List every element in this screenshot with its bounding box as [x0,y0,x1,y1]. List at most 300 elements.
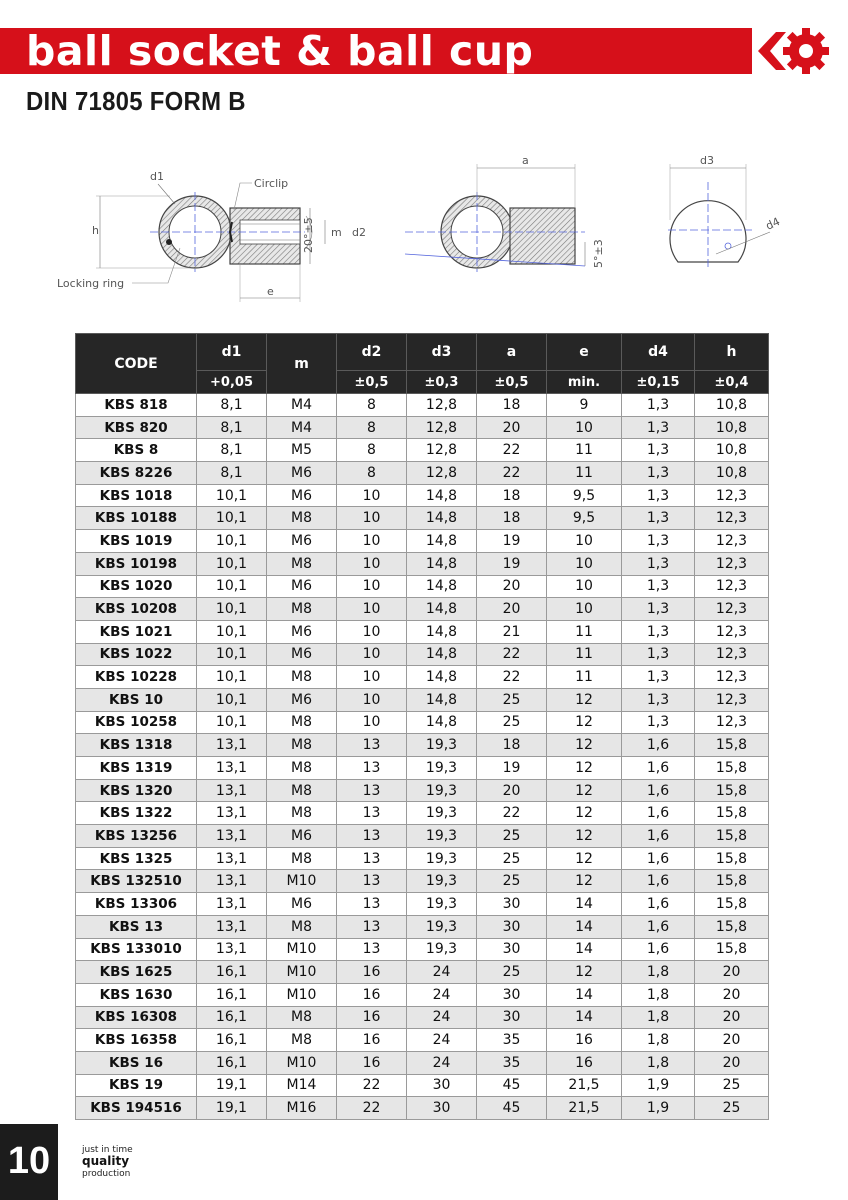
cell-d4: 1,3 [622,688,695,711]
cell-m: M8 [267,847,337,870]
cell-a: 22 [477,802,547,825]
cell-a: 25 [477,961,547,984]
cell-h: 12,3 [695,530,769,553]
cell-h: 12,3 [695,688,769,711]
cell-d3: 30 [407,1074,477,1097]
cell-d3: 14,8 [407,530,477,553]
cell-a: 30 [477,938,547,961]
cell-d1: 10,1 [197,552,267,575]
cell-d3: 12,8 [407,416,477,439]
cell-a: 20 [477,416,547,439]
cell-a: 22 [477,643,547,666]
cell-d2: 13 [337,779,407,802]
cell-d3: 19,3 [407,938,477,961]
cell-d1: 10,1 [197,598,267,621]
cell-d2: 16 [337,961,407,984]
table-row [76,961,769,984]
cell-d3: 24 [407,1029,477,1052]
cell-a: 35 [477,1029,547,1052]
cell-m: M8 [267,552,337,575]
cell-h: 20 [695,1051,769,1074]
cell-d3: 30 [407,1097,477,1120]
cell-a: 19 [477,757,547,780]
cell-d3: 12,8 [407,462,477,485]
cell-h: 12,3 [695,575,769,598]
cell-code: KBS 1018 [76,484,197,507]
technical-drawings [40,150,830,320]
label-a: a [522,154,529,167]
cell-d1: 8,1 [197,462,267,485]
cell-h: 12,3 [695,484,769,507]
cell-d2: 13 [337,802,407,825]
cell-d3: 14,8 [407,666,477,689]
cell-d1: 19,1 [197,1074,267,1097]
cell-m: M8 [267,666,337,689]
table-row [76,666,769,689]
cell-m: M6 [267,620,337,643]
cell-code: KBS 1625 [76,961,197,984]
cell-d3: 19,3 [407,757,477,780]
cell-e: 10 [547,598,622,621]
cell-d2: 10 [337,530,407,553]
cell-m: M8 [267,711,337,734]
label-h: h [92,224,99,237]
cell-e: 11 [547,666,622,689]
tagline-production: production [82,1169,131,1179]
cell-m: M8 [267,802,337,825]
cell-d2: 8 [337,439,407,462]
cell-a: 45 [477,1074,547,1097]
cell-d2: 8 [337,416,407,439]
cell-e: 21,5 [547,1097,622,1120]
cell-d4: 1,3 [622,666,695,689]
page-title: ball socket & ball cup [26,27,534,75]
cell-e: 12 [547,847,622,870]
table-row [76,439,769,462]
cell-h: 20 [695,1006,769,1029]
cell-h: 12,3 [695,666,769,689]
cell-m: M8 [267,915,337,938]
table-body [76,394,769,1120]
cell-a: 19 [477,552,547,575]
cell-h: 15,8 [695,893,769,916]
cell-d4: 1,3 [622,711,695,734]
cell-h: 10,8 [695,439,769,462]
cell-d4: 1,8 [622,983,695,1006]
header-h: h [695,334,769,371]
label-d4: d4 [763,215,782,233]
cell-code: KBS 1630 [76,983,197,1006]
cell-m: M10 [267,1051,337,1074]
label-locking-ring: Locking ring [57,277,125,290]
label-angle2: 5°±3 [592,239,605,268]
cell-d4: 1,6 [622,847,695,870]
cell-a: 22 [477,462,547,485]
cell-code: KBS 1320 [76,779,197,802]
tolerance-d2: ±0,5 [337,371,407,394]
tolerance-e: min. [547,371,622,394]
label-d1: d1 [150,170,164,183]
label-circlip: Circlip [254,177,289,190]
cell-m: M16 [267,1097,337,1120]
cell-code: KBS 820 [76,416,197,439]
cell-h: 20 [695,983,769,1006]
table-row [76,847,769,870]
cell-d4: 1,6 [622,893,695,916]
cell-e: 10 [547,530,622,553]
label-d2: d2 [352,226,366,239]
cell-d2: 22 [337,1074,407,1097]
cell-d4: 1,8 [622,961,695,984]
cell-m: M6 [267,462,337,485]
cell-m: M10 [267,961,337,984]
cell-m: M5 [267,439,337,462]
cell-e: 9,5 [547,507,622,530]
cell-d3: 14,8 [407,552,477,575]
cell-d4: 1,3 [622,507,695,530]
cell-d4: 1,8 [622,1006,695,1029]
cell-d1: 13,1 [197,915,267,938]
table-row [76,1097,769,1120]
cell-d3: 14,8 [407,643,477,666]
cell-e: 12 [547,825,622,848]
cell-m: M6 [267,530,337,553]
cell-d3: 19,3 [407,847,477,870]
table-row [76,757,769,780]
cell-m: M8 [267,757,337,780]
cell-code: KBS 10258 [76,711,197,734]
cell-m: M6 [267,688,337,711]
cell-d2: 10 [337,688,407,711]
cell-d4: 1,6 [622,734,695,757]
cell-h: 25 [695,1097,769,1120]
cell-m: M10 [267,938,337,961]
cell-h: 12,3 [695,620,769,643]
tolerance-d4: ±0,15 [622,371,695,394]
cell-d1: 8,1 [197,416,267,439]
table-row [76,938,769,961]
cell-e: 12 [547,802,622,825]
cell-m: M8 [267,734,337,757]
cell-code: KBS 1319 [76,757,197,780]
cell-d3: 14,8 [407,484,477,507]
cell-code: KBS 16358 [76,1029,197,1052]
header-d2: d2 [337,334,407,371]
table-row [76,893,769,916]
label-m: m [331,226,342,239]
cell-h: 12,3 [695,552,769,575]
cell-d4: 1,6 [622,825,695,848]
table-row [76,598,769,621]
cell-d3: 14,8 [407,620,477,643]
cell-d3: 14,8 [407,711,477,734]
cell-d3: 19,3 [407,779,477,802]
cell-d1: 10,1 [197,484,267,507]
cell-d2: 22 [337,1097,407,1120]
cell-d1: 13,1 [197,734,267,757]
cell-h: 15,8 [695,915,769,938]
cell-d4: 1,6 [622,757,695,780]
table-row [76,825,769,848]
cell-d1: 10,1 [197,666,267,689]
cell-d4: 1,3 [622,598,695,621]
cell-m: M4 [267,416,337,439]
cell-a: 20 [477,779,547,802]
cell-e: 12 [547,734,622,757]
cell-h: 15,8 [695,870,769,893]
cell-d2: 10 [337,598,407,621]
cell-h: 25 [695,1074,769,1097]
cell-d1: 16,1 [197,983,267,1006]
cell-h: 10,8 [695,416,769,439]
cell-d3: 14,8 [407,688,477,711]
cell-d2: 13 [337,938,407,961]
header-d3: d3 [407,334,477,371]
cell-d2: 16 [337,983,407,1006]
cell-h: 12,3 [695,598,769,621]
cell-d2: 16 [337,1006,407,1029]
cell-d3: 19,3 [407,734,477,757]
cell-d2: 10 [337,575,407,598]
cell-d1: 13,1 [197,893,267,916]
cell-code: KBS 1318 [76,734,197,757]
cell-e: 11 [547,643,622,666]
cell-d3: 24 [407,1051,477,1074]
cell-e: 14 [547,938,622,961]
cell-d1: 13,1 [197,802,267,825]
cell-e: 14 [547,915,622,938]
cell-d2: 8 [337,462,407,485]
cell-h: 12,3 [695,507,769,530]
cell-d1: 19,1 [197,1097,267,1120]
cell-d4: 1,3 [622,439,695,462]
cell-h: 10,8 [695,462,769,485]
cell-e: 14 [547,983,622,1006]
cell-d3: 12,8 [407,439,477,462]
cell-a: 20 [477,575,547,598]
cell-m: M6 [267,825,337,848]
cell-code: KBS 16 [76,1051,197,1074]
cell-d2: 10 [337,507,407,530]
cell-m: M6 [267,893,337,916]
cell-d1: 13,1 [197,847,267,870]
cell-m: M8 [267,1006,337,1029]
tolerance-d3: ±0,3 [407,371,477,394]
cell-a: 25 [477,847,547,870]
cell-d2: 13 [337,825,407,848]
label-e: e [267,285,274,298]
cell-a: 19 [477,530,547,553]
cell-d1: 13,1 [197,870,267,893]
cell-d3: 24 [407,961,477,984]
cell-d1: 16,1 [197,961,267,984]
label-d3: d3 [700,154,714,167]
cell-code: KBS 13256 [76,825,197,848]
cell-m: M8 [267,779,337,802]
ball-socket-section-drawing [405,154,605,272]
cell-d1: 13,1 [197,757,267,780]
cell-h: 15,8 [695,847,769,870]
cell-d2: 10 [337,643,407,666]
cell-a: 18 [477,484,547,507]
cell-d4: 1,6 [622,915,695,938]
cell-m: M6 [267,643,337,666]
header-m: m [267,334,337,394]
cell-code: KBS 1019 [76,530,197,553]
ball-socket-drawing [57,170,366,302]
cell-d4: 1,8 [622,1029,695,1052]
cell-d1: 8,1 [197,439,267,462]
cell-d1: 10,1 [197,643,267,666]
header-code: CODE [76,334,197,394]
cell-a: 25 [477,825,547,848]
cell-d1: 10,1 [197,620,267,643]
cell-e: 16 [547,1029,622,1052]
cell-d2: 16 [337,1051,407,1074]
cell-d1: 13,1 [197,825,267,848]
cell-e: 10 [547,552,622,575]
cell-d3: 14,8 [407,598,477,621]
cell-a: 25 [477,688,547,711]
cell-d1: 16,1 [197,1051,267,1074]
cell-d1: 13,1 [197,938,267,961]
table-row [76,711,769,734]
cell-m: M6 [267,575,337,598]
table-row [76,643,769,666]
cell-code: KBS 132510 [76,870,197,893]
cell-code: KBS 13306 [76,893,197,916]
cell-d2: 13 [337,870,407,893]
cell-d3: 19,3 [407,915,477,938]
cell-code: KBS 1020 [76,575,197,598]
cell-e: 12 [547,711,622,734]
table-row [76,462,769,485]
table-row [76,915,769,938]
cell-code: KBS 10198 [76,552,197,575]
table-row [76,983,769,1006]
cell-a: 25 [477,870,547,893]
cell-d3: 14,8 [407,507,477,530]
cell-h: 10,8 [695,394,769,417]
cell-h: 12,3 [695,643,769,666]
cell-e: 12 [547,779,622,802]
cell-e: 12 [547,961,622,984]
cell-a: 30 [477,915,547,938]
cell-e: 12 [547,757,622,780]
cell-d4: 1,6 [622,870,695,893]
ball-cup-drawing [668,154,782,270]
cell-code: KBS 194516 [76,1097,197,1120]
tagline-quality: quality [82,1154,130,1168]
cell-code: KBS 10228 [76,666,197,689]
table-row [76,734,769,757]
cell-d4: 1,3 [622,552,695,575]
table-row [76,1006,769,1029]
cell-d2: 10 [337,666,407,689]
dimensions-table [75,333,769,1120]
table-row [76,779,769,802]
cell-code: KBS 133010 [76,938,197,961]
cell-m: M8 [267,598,337,621]
header-d4: d4 [622,334,695,371]
header-d1: d1 [197,334,267,371]
gear-logo-icon [754,26,834,76]
cell-a: 30 [477,893,547,916]
cell-d4: 1,9 [622,1097,695,1120]
cell-d2: 10 [337,711,407,734]
cell-code: KBS 1322 [76,802,197,825]
cell-d2: 13 [337,757,407,780]
cell-e: 14 [547,893,622,916]
table-row [76,416,769,439]
cell-a: 18 [477,734,547,757]
cell-m: M10 [267,983,337,1006]
cell-code: KBS 8226 [76,462,197,485]
cell-d1: 16,1 [197,1029,267,1052]
cell-d2: 10 [337,620,407,643]
cell-d4: 1,6 [622,802,695,825]
cell-d4: 1,3 [622,394,695,417]
cell-a: 22 [477,666,547,689]
cell-code: KBS 19 [76,1074,197,1097]
table-row [76,1051,769,1074]
cell-m: M6 [267,484,337,507]
cell-code: KBS 10 [76,688,197,711]
cell-d1: 10,1 [197,530,267,553]
cell-code: KBS 13 [76,915,197,938]
cell-h: 20 [695,1029,769,1052]
cell-m: M10 [267,870,337,893]
label-angle: 20°±5 [302,217,315,253]
cell-d4: 1,3 [622,530,695,553]
cell-e: 9 [547,394,622,417]
cell-d3: 24 [407,1006,477,1029]
cell-d2: 10 [337,484,407,507]
tolerance-a: ±0,5 [477,371,547,394]
cell-d1: 10,1 [197,688,267,711]
table-row [76,870,769,893]
cell-e: 11 [547,620,622,643]
cell-a: 18 [477,394,547,417]
cell-h: 15,8 [695,779,769,802]
cell-m: M8 [267,1029,337,1052]
cell-d2: 8 [337,394,407,417]
cell-d2: 10 [337,552,407,575]
cell-d4: 1,3 [622,416,695,439]
cell-d4: 1,3 [622,575,695,598]
cell-code: KBS 10188 [76,507,197,530]
cell-e: 11 [547,439,622,462]
cell-a: 30 [477,983,547,1006]
table-row [76,688,769,711]
page-number: 10 [7,1140,51,1182]
cell-a: 25 [477,711,547,734]
table-row [76,1029,769,1052]
cell-d1: 8,1 [197,394,267,417]
table-row [76,802,769,825]
table-row [76,530,769,553]
cell-d1: 10,1 [197,711,267,734]
cell-d1: 16,1 [197,1006,267,1029]
cell-a: 20 [477,598,547,621]
cell-d1: 10,1 [197,575,267,598]
cell-d2: 13 [337,847,407,870]
cell-code: KBS 1325 [76,847,197,870]
header-a: a [477,334,547,371]
cell-d4: 1,3 [622,620,695,643]
table-row [76,575,769,598]
cell-h: 15,8 [695,802,769,825]
